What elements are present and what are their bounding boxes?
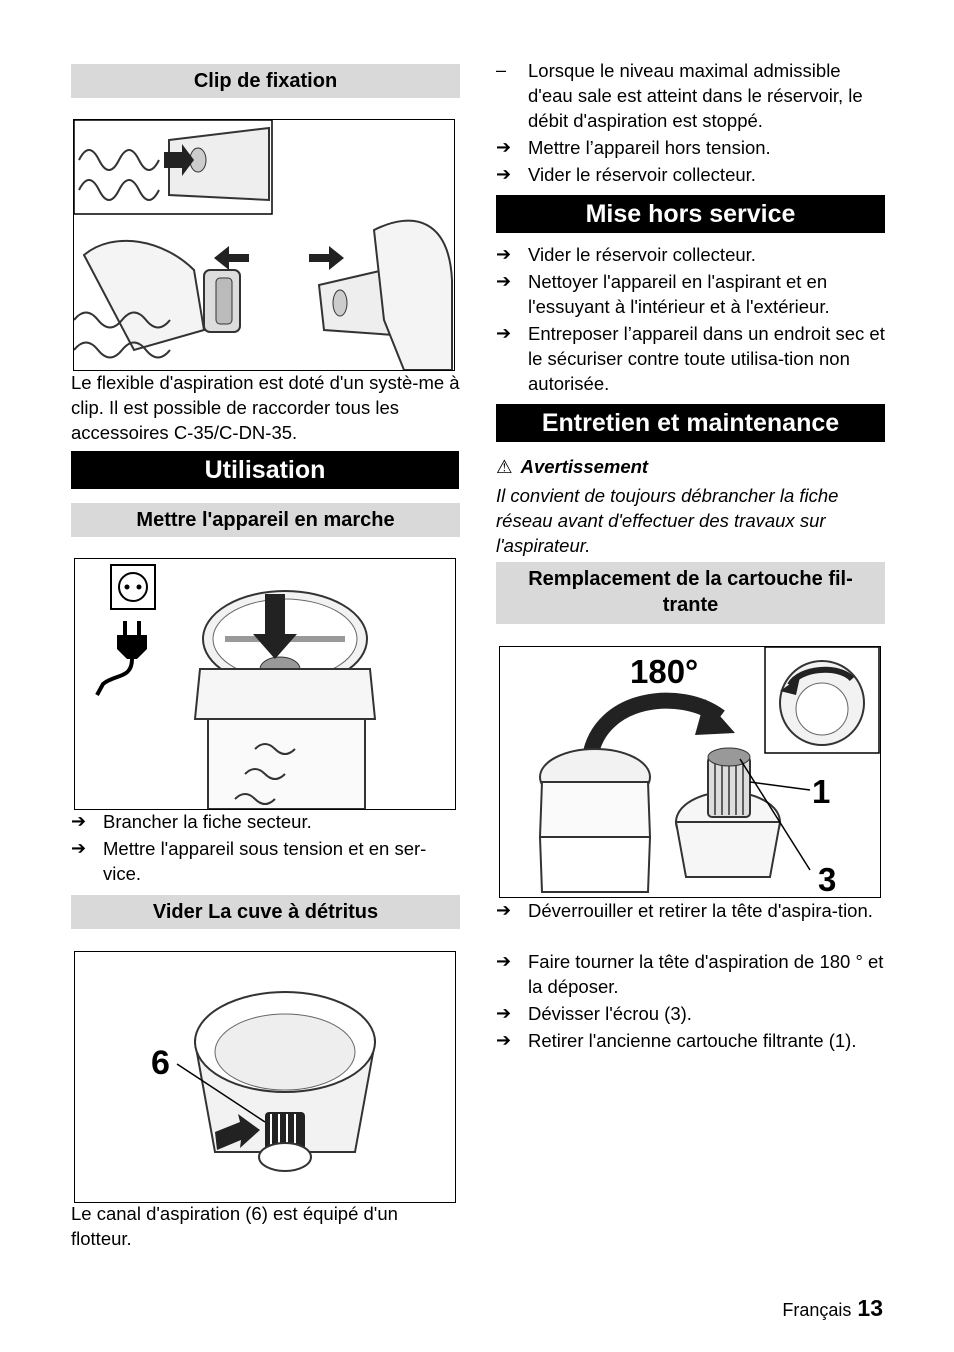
- marche-figure: [74, 558, 456, 810]
- marche-step-1: ➔ Brancher la fiche secteur.: [71, 811, 312, 832]
- utilisation-heading: Utilisation: [71, 451, 459, 489]
- warning-title: ⚠ Avertissement: [496, 456, 649, 477]
- clip-figure: [73, 119, 455, 371]
- vider-heading: Vider La cuve à détritus: [71, 895, 460, 929]
- cartouche-step-3: ➔ Dévisser l'écrou (3).: [496, 1003, 692, 1024]
- cartouche-step-2: ➔ Faire tourner la tête d'aspiration de 180 ° et la déposer.: [496, 951, 884, 997]
- cartouche-figure: [499, 646, 881, 898]
- cartouche-step-1: ➔ Déverrouiller et retirer la tête d'aspira-tion.: [496, 900, 873, 921]
- arrow-icon: ➔: [496, 137, 512, 157]
- arrow-icon: ➔: [71, 838, 87, 858]
- arrow-icon: ➔: [496, 323, 512, 343]
- mise-step-2: ➔ Nettoyer l'appareil en l'aspirant et en l'essuyant à l'intérieur et à l'extérieur.: [496, 271, 830, 317]
- callout-6: 6: [151, 1044, 170, 1082]
- arrow-icon: ➔: [496, 900, 512, 920]
- cartouche-heading: Remplacement de la cartouche fil-trante: [496, 562, 885, 624]
- page-number: 13: [857, 1295, 883, 1321]
- mise-step-3: ➔ Entreposer l’appareil dans un endroit sec et le sécuriser contre toute utilisa-tion non autorisée.: [496, 323, 885, 394]
- entretien-heading: Entretien et maintenance: [496, 404, 885, 442]
- top-step-2: ➔ Vider le réservoir collecteur.: [496, 164, 756, 185]
- page-footer: [782, 1294, 883, 1324]
- plug-icon: [97, 621, 147, 695]
- arrow-icon: ➔: [496, 951, 512, 971]
- arrow-icon: ➔: [496, 244, 512, 264]
- dash-icon: –: [496, 60, 507, 80]
- clip-text: Le flexible d'aspiration est doté d'un systè-me à clip. Il est possible de raccorder tous les accessoires C-35/C-DN-35.: [71, 372, 460, 443]
- arrow-icon: ➔: [496, 1030, 512, 1050]
- clip-heading: Clip de fixation: [71, 64, 460, 98]
- vider-text: Le canal d'aspiration (6) est équipé d'un flotteur.: [71, 1203, 398, 1249]
- socket-icon: [111, 565, 155, 609]
- mise-step-1: ➔ Vider le réservoir collecteur.: [496, 244, 756, 265]
- callout-1: 1: [812, 773, 831, 810]
- marche-step-2: ➔ Mettre l'appareil sous tension et en ser-vice.: [71, 838, 427, 884]
- top-step-1: ➔ Mettre l’appareil hors tension.: [496, 137, 771, 158]
- callout-3: 3: [818, 861, 837, 897]
- arrow-icon: ➔: [496, 271, 512, 291]
- angle-label: 180°: [630, 653, 699, 690]
- mise-heading: Mise hors service: [496, 195, 885, 233]
- marche-heading: Mettre l'appareil en marche: [71, 503, 460, 537]
- dash-item: – Lorsque le niveau maximal admissible d'eau sale est atteint dans le réservoir, le débit d'aspiration est stoppé.: [496, 60, 863, 131]
- vider-figure: [74, 951, 456, 1203]
- warning-icon: ⚠: [496, 456, 513, 477]
- arrow-icon: ➔: [496, 164, 512, 184]
- cartouche-step-4: ➔ Retirer l'ancienne cartouche filtrante (1).: [496, 1030, 857, 1051]
- arrow-icon: ➔: [496, 1003, 512, 1023]
- warning-text: Il convient de toujours débrancher la fiche réseau avant d'effectuer des travaux sur l'aspirateur.: [496, 485, 839, 556]
- footer-language: Français: [782, 1300, 852, 1320]
- arrow-icon: ➔: [71, 811, 87, 831]
